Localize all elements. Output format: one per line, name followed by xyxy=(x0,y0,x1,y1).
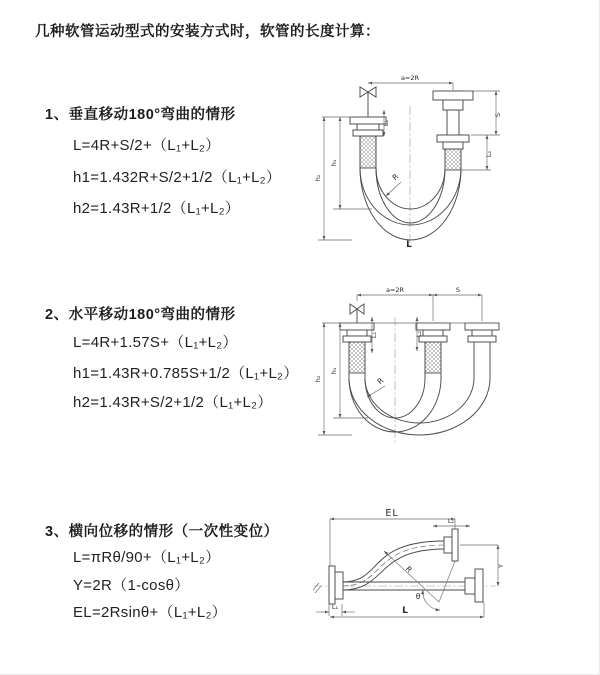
diagram-vertical-180-bend xyxy=(310,70,600,262)
left-end-fitting xyxy=(350,117,386,168)
dim-label-h2: h₂ xyxy=(314,375,322,383)
formula-line: L=4R+S/2+（L₁+L₂） xyxy=(73,137,221,154)
radius-label: R xyxy=(375,375,386,387)
length-label: L xyxy=(406,240,412,250)
dim-label-l1: L₁ xyxy=(331,603,339,611)
valve-icon xyxy=(360,87,376,117)
dim-label-a2r: a=2R xyxy=(385,286,405,294)
braid-section xyxy=(360,136,376,168)
dim-label-l1: L₁ xyxy=(370,331,378,339)
braid-section xyxy=(445,149,461,170)
formula-line: h1=1.43R+0.785S+1/2（L₁+L₂） xyxy=(73,365,299,382)
dim-label-a2r: a=2R xyxy=(400,74,420,82)
braid-section xyxy=(349,342,365,373)
dim-label-l2: L₂ xyxy=(415,330,423,338)
page-title: 几种软管运动型式的安装方式时，软管的长度计算： xyxy=(35,24,380,40)
theta-label: θ xyxy=(415,592,421,601)
radius-label: R xyxy=(390,171,401,183)
moved-end-fitting xyxy=(465,323,499,342)
right-end-fitting xyxy=(433,91,473,170)
dim-label-h1: h₁ xyxy=(330,367,338,375)
left-flange xyxy=(329,566,343,604)
dim-label-h2: h₂ xyxy=(314,174,322,182)
dim-label-h1: h₁ xyxy=(330,159,338,167)
formula-line: L=πRθ/90+（L₁+L₂） xyxy=(73,549,221,566)
dimension-lines xyxy=(318,83,500,240)
formula-line: h2=1.43R+S/2+1/2（L₁+L₂） xyxy=(73,394,273,411)
upper-right-flange xyxy=(444,529,458,561)
diagram-lateral-displacement xyxy=(300,505,600,655)
formula-line: Y=2R（1-cosθ） xyxy=(73,577,190,594)
dim-label-l: L xyxy=(402,606,408,616)
formula-line: h1=1.432R+S/2+1/2（L₁+L₂） xyxy=(73,169,282,186)
diagram-horizontal-180-bend xyxy=(310,283,600,468)
braid-section xyxy=(425,342,441,373)
dim-label-s: S xyxy=(455,286,461,294)
formula-line: h2=1.43R+1/2（L₁+L₂） xyxy=(73,200,241,217)
centerline-break-mark xyxy=(313,583,321,593)
left-end-fitting xyxy=(340,323,374,373)
formula-line: L=4R+1.57S+（L₁+L₂） xyxy=(73,334,238,351)
dim-label-el: EL xyxy=(385,508,399,519)
dim-label-s: S xyxy=(494,112,502,118)
section-3-heading: 3、横向位移的情形（一次性变位） xyxy=(45,524,279,540)
radius-angle-construction xyxy=(384,551,455,610)
middle-end-fitting xyxy=(416,323,450,373)
section-1-heading: 1、垂直移动180°弯曲的情形 xyxy=(45,107,236,123)
dim-label-l2: L₂ xyxy=(485,150,493,158)
dim-label-y: Y xyxy=(497,564,505,568)
valve-icon xyxy=(350,304,364,323)
hose-u-bend-positions xyxy=(349,342,490,435)
dim-label-l1: L₁ xyxy=(382,119,390,127)
dim-label-l2: L₂ xyxy=(447,517,455,525)
formula-line: EL=2Rsinθ+（L₁+L₂） xyxy=(73,604,227,621)
section-2-heading: 2、水平移动180°弯曲的情形 xyxy=(45,307,236,323)
right-flange xyxy=(465,569,483,602)
radius-label: R xyxy=(403,564,414,575)
